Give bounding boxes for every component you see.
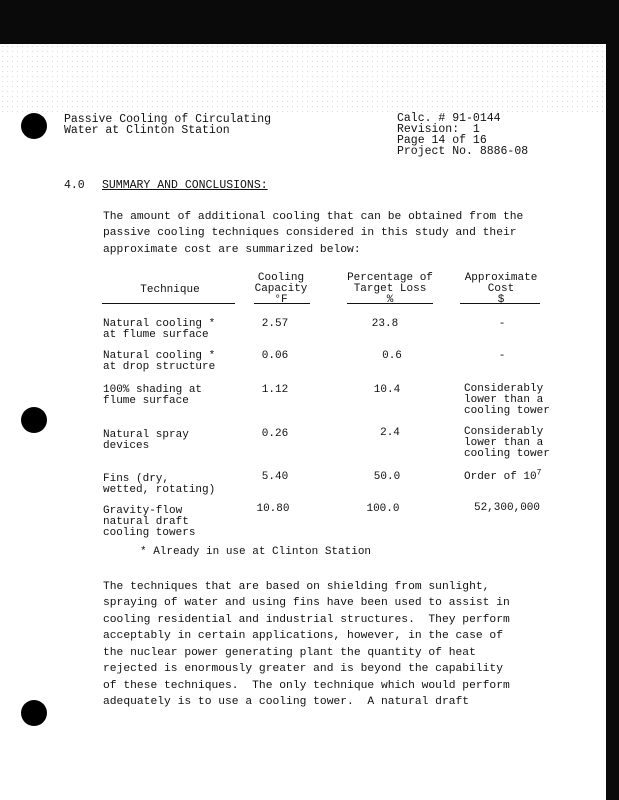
row6-capacity: 10.80 [256,503,290,515]
body-line-6: rejected is enormously greater and is beyond the capability [103,663,503,675]
col-header-capacity-unit: °F [274,294,288,306]
body-line-5: the nuclear power generating plant the quantity of heat [103,647,476,659]
col-header-technique: Technique [140,284,200,296]
project-number: Project No. 8886-08 [397,145,529,158]
intro-line-1: The amount of additional cooling that can be obtained from the [103,211,524,223]
col-header-capacity-1: Cooling [257,272,305,284]
row5-percentage: 50.0 [373,471,401,483]
section-number: 4.0 [64,179,85,192]
punch-hole-top [21,113,47,139]
row4-percentage: 2.4 [380,427,400,439]
scan-noise [0,44,606,114]
punch-hole-middle [21,407,47,433]
row6-technique-1: Gravity-flow [103,505,183,517]
header-rule-cost [460,303,540,304]
page-number: Page 14 of 16 [397,134,487,147]
row3-cost-3: cooling tower [464,405,550,417]
row6-technique-3: cooling towers [103,527,196,539]
row3-capacity: 1.12 [261,384,289,396]
row3-technique-1: 100% shading at [103,384,203,396]
col-header-percentage-2: Target Loss [353,283,427,295]
row3-percentage: 10.4 [373,384,401,396]
row1-percentage: 23.8 [371,318,399,330]
row3-technique-2: flume surface [103,395,189,407]
table-footnote: * Already in use at Clinton Station [140,546,372,558]
row4-capacity: 0.26 [261,428,289,440]
intro-line-3: approximate cost are summarized below: [103,244,361,256]
col-header-percentage-1: Percentage of [347,272,433,284]
col-header-capacity-2: Capacity [254,283,308,295]
row6-technique-2: natural draft [103,516,189,528]
punch-hole-bottom [21,700,47,726]
row2-cost: - [498,350,506,362]
header-rule-technique [102,303,235,304]
row2-technique-2: at drop structure [103,361,216,373]
body-line-8: adequately is to use a cooling tower. A natural draft [103,696,470,708]
body-line-2: spraying of water and using fins have been used to assist in [103,597,510,609]
row2-technique-1: Natural cooling * [103,350,216,362]
scan-top-border [0,0,619,44]
row5-technique-1: Fins (dry, [103,473,170,485]
row1-capacity: 2.57 [261,318,289,330]
doc-title-line-1: Passive Cooling of Circulating [64,113,272,126]
section-title: SUMMARY AND CONCLUSIONS: [102,179,268,192]
calc-number: Calc. # 91-0144 [397,112,501,125]
row3-cost-2: lower than a [464,394,544,406]
row2-capacity: 0.06 [261,350,289,362]
row4-cost-3: cooling tower [464,448,550,460]
intro-line-2: passive cooling techniques considered in this study and their [103,227,517,239]
col-header-cost-2: Cost [487,283,515,295]
row4-cost-1: Considerably [464,426,544,438]
body-line-4: acceptably in certain applications, however, in the case of [103,630,503,642]
scan-right-border [606,0,619,800]
row4-cost-2: lower than a [464,437,544,449]
row5-capacity: 5.40 [261,471,289,483]
row4-technique-2: devices [103,440,150,452]
revision: Revision: 1 [397,123,480,136]
body-line-7: of these techniques. The only technique which would perform [103,680,510,692]
row6-cost: 52,300,000 [473,502,540,514]
col-header-cost-unit: $ [497,294,505,306]
row5-cost-text: Order of 10 [464,471,537,483]
row1-technique-1: Natural cooling * [103,318,216,330]
col-header-percentage-unit: % [386,294,394,306]
row4-technique-1: Natural spray [103,429,189,441]
row1-technique-2: at flume surface [103,329,209,341]
body-line-1: The techniques that are based on shielding from sunlight, [103,581,490,593]
col-header-cost-1: Approximate [464,272,538,284]
doc-title-line-2: Water at Clinton Station [64,124,230,137]
row2-percentage: 0.6 [382,350,402,362]
row5-cost [464,468,542,483]
row5-cost-exponent: 7 [536,468,542,478]
header-rule-capacity [254,303,310,304]
row5-technique-2: wetted, rotating) [103,484,216,496]
row3-cost-1: Considerably [464,383,544,395]
header-rule-percentage [347,303,433,304]
row6-percentage: 100.0 [366,503,400,515]
row1-cost: - [498,318,506,330]
body-line-3: cooling residential and industrial structures. They perform [103,614,510,626]
